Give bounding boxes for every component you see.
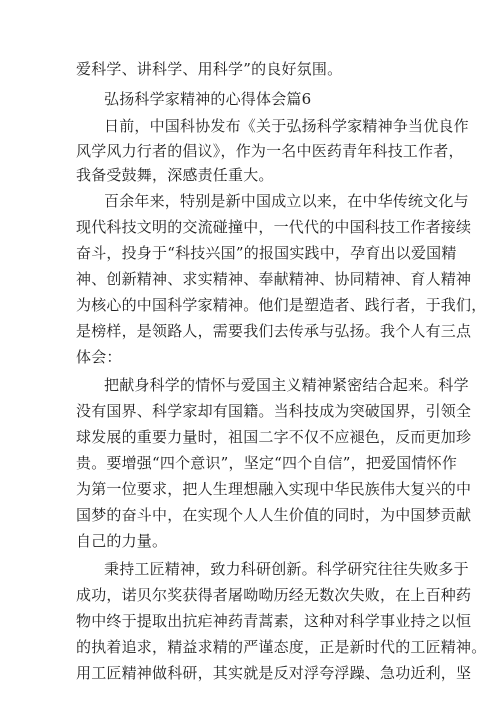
text-line: 成功，诺贝尔奖获得者屠呦呦历经无数次失败，在上百种药 [76, 586, 472, 604]
text-line: 体会： [76, 348, 122, 366]
text-line: 日前，中国科协发布《关于弘扬科学家精神争当优良作 [104, 117, 469, 135]
text-line: 是榜样，是领路人，需要我们去传承与弘扬。我个人有三点 [76, 322, 472, 340]
text-line: 奋斗，投身于“科技兴国”的报国实践中，孕育出以爱国精 [76, 244, 457, 262]
text-line: 为第一位要求，把人生理想融入实现中华民族伟大复兴的中 [76, 480, 472, 498]
text-line: 百余年来，特别是新中国成立以来，在中华传统文化与 [104, 192, 469, 210]
text-line: 用工匠精神做科研，其实就是反对浮夸浮躁、急功近利，坚 [76, 664, 472, 682]
text-line: 现代科技文明的交流碰撞中，一代代的中国科技工作者接续 [76, 218, 472, 236]
text-line: 为核心的中国科学家精神。他们是塑造者、践行者，于我们， [76, 296, 487, 314]
text-line: 秉持工匠精神，致力科研创新。科学研究往往失败多于 [104, 560, 469, 578]
text-line: 的执着追求，精益求精的严谨态度，正是新时代的工匠精神。 [76, 638, 487, 656]
text-line: 神、创新精神、求实精神、奉献精神、协同精神、育人精神 [76, 270, 472, 288]
text-line: 风学风力行者的倡议》，作为一名中医药青年科技工作者， [76, 142, 464, 160]
text-line: 国梦的奋斗中，在实现个人人生价值的同时，为中国梦贡献 [76, 506, 472, 524]
text-line: 自己的力量。 [76, 532, 168, 550]
text-line: 把献身科学的情怀与爱国主义精神紧密结合起来。科学 [104, 376, 469, 394]
section-heading: 弘扬科学家精神的心得体会篇6 [104, 90, 312, 108]
text-line: 我备受鼓舞，深感责任重大。 [76, 166, 274, 184]
text-line: 球发展的重要力量时，祖国二字不仅不应褪色，反而更加珍 [76, 428, 472, 446]
text-line: 贵。要增强“四个意识”，坚定“四个自信”，把爱国情怀作 [76, 454, 458, 472]
text-line: 爱科学、讲科学、用科学”的良好氛围。 [76, 60, 343, 78]
text-line: 没有国界、科学家却有国籍。当科技成为突破国界，引领全 [76, 402, 472, 420]
text-line: 物中终于提取出抗疟神药青蒿素，这种对科学事业持之以恒 [76, 612, 472, 630]
